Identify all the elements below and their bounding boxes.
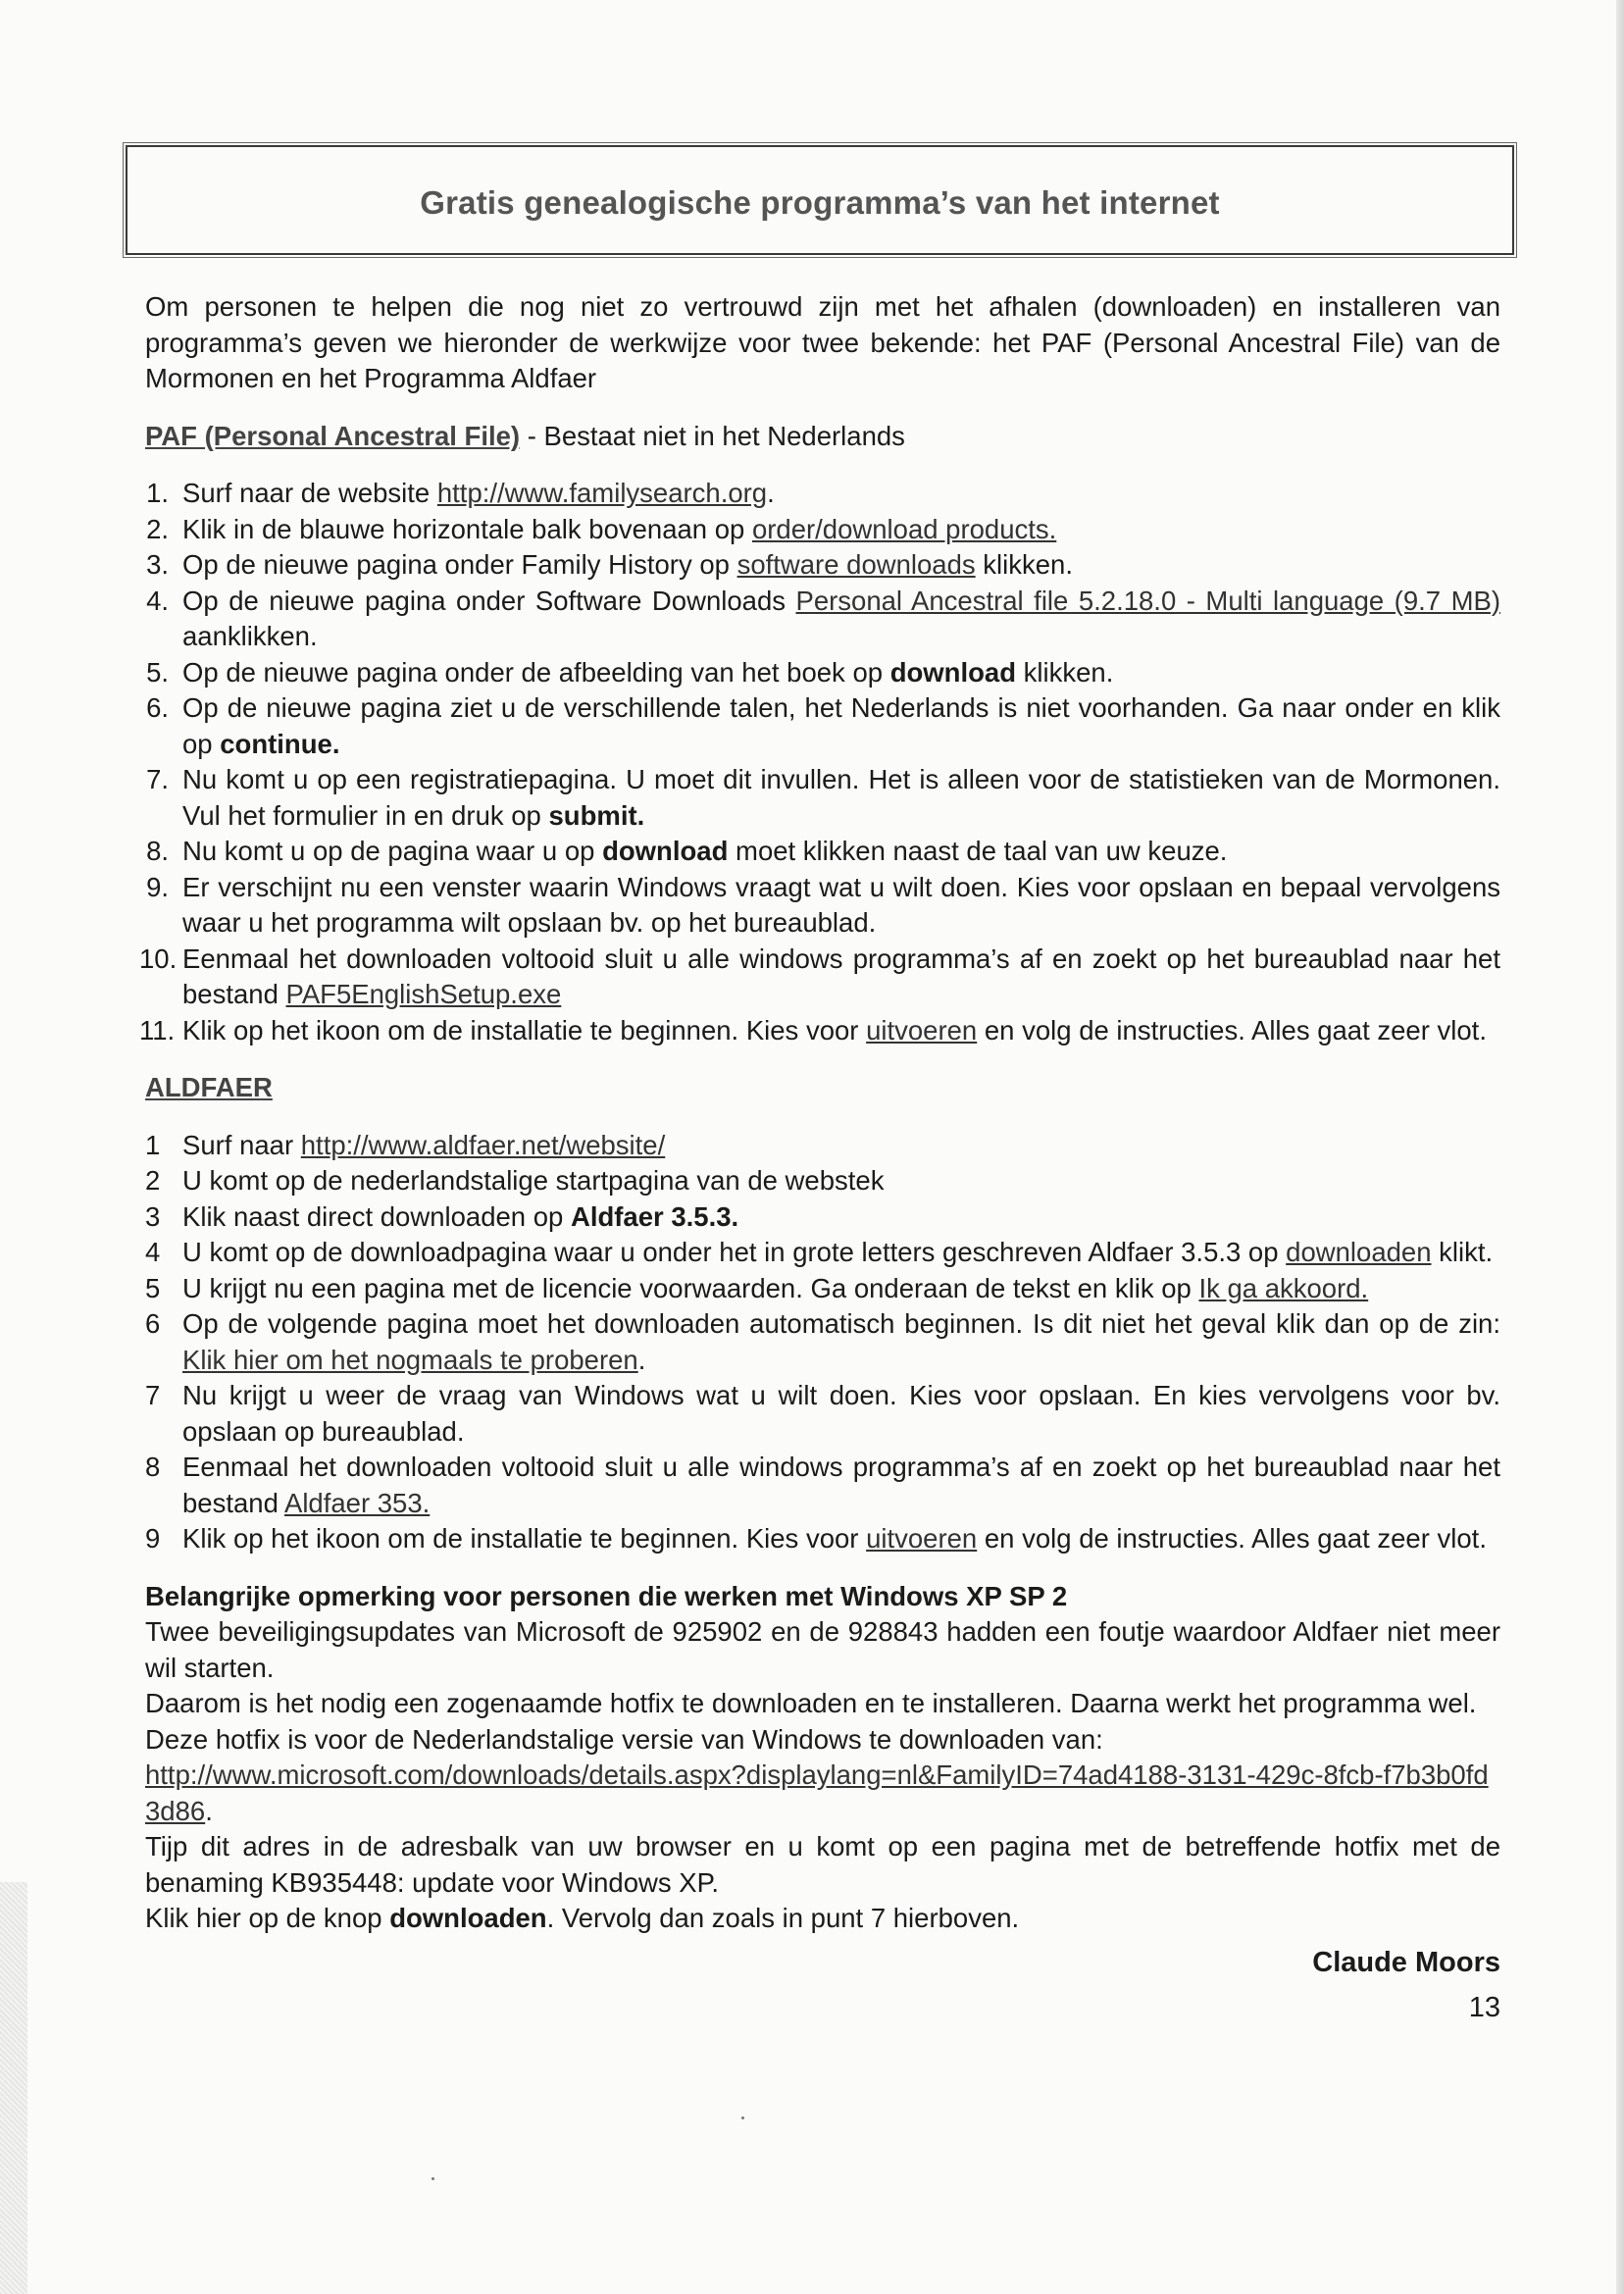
- note-paragraph-5: [145, 1901, 1500, 1937]
- step-number: 1.: [146, 478, 169, 508]
- step-text: U krijgt nu een pagina met de licencie voorwaarden. Ga onderaan de tekst en klik op: [182, 1272, 1199, 1303]
- step-text: Nu krijgt u weer de vraag van Windows wat u wilt doen. Kies voor opslaan. En kies vervolgens voor bv. opslaan op bureaublad.: [182, 1380, 1500, 1447]
- step-text: U komt op de downloadpagina waar u onder het in grote letters geschreven Aldfaer 3.5.3 op: [182, 1237, 1287, 1267]
- step-emphasis: Aldfaer 3.5.3.: [570, 1200, 739, 1232]
- step-text: en volg de instructies. Alles gaat zeer vlot.: [977, 1014, 1487, 1045]
- step-text: Op de nieuwe pagina onder de afbeelding van het boek op: [182, 656, 890, 688]
- note-p5-bold: downloaden: [389, 1903, 547, 1933]
- note-paragraph-4: Tijp dit adres in de adresbalk van uw browser en u komt op een pagina met de betreffende hotfix met de benaming KB935448: update voor Windows XP.: [145, 1831, 1500, 1898]
- step-text: .: [767, 478, 775, 508]
- paf-heading-line: [145, 419, 1500, 455]
- step-text: .: [637, 1344, 646, 1375]
- paf-step-4: [145, 584, 1500, 655]
- step-text: Surf naar de website: [182, 478, 437, 508]
- step-text: klikken.: [1016, 656, 1114, 688]
- page-edge-shadow: [1616, 0, 1624, 2294]
- step-text: Nu komt u op een registratiepagina. U moet dit invullen. Het is alleen voor de statistieken van de Mormonen. Vul het formulier in en druk op: [182, 764, 1500, 831]
- intro-paragraph: Om personen te helpen die nog niet zo vertrouwd zijn met het afhalen (downloaden) en installeren van programma’s geven we hieronder de werkwijze voor twee bekende: het PAF (Personal Ancestral File) van de Mormonen en het Programma Aldfaer: [145, 291, 1500, 393]
- step-emphasis: continue.: [220, 728, 340, 759]
- step-number: 5.: [146, 656, 169, 688]
- step-link[interactable]: Aldfaer 353.: [283, 1487, 431, 1518]
- paf-step-8: [145, 834, 1500, 870]
- aldfaer-step-9: [145, 1521, 1500, 1557]
- step-text: Er verschijnt nu een venster waarin Windows vraagt wat u wilt doen. Kies voor opslaan en bepaal vervolgens waar u het programma wilt opslaan bv. op het bureaublad.: [182, 871, 1500, 938]
- step-number: 9.: [146, 871, 169, 902]
- step-number: 10.: [139, 943, 178, 974]
- aldfaer-heading: ALDFAER: [145, 1072, 273, 1102]
- step-text: U komt op de nederlandstalige startpagina van de webstek: [182, 1165, 885, 1196]
- step-text: moet klikken naast de taal van uw keuze.: [728, 836, 1228, 866]
- page-title: Gratis genealogische programma’s van het internet: [420, 184, 1220, 221]
- step-link[interactable]: uitvoeren: [866, 1014, 978, 1045]
- step-text: en volg de instructies. Alles gaat zeer vlot.: [977, 1523, 1487, 1554]
- step-text: Op de nieuwe pagina onder Family History op: [182, 549, 737, 580]
- aldfaer-step-1: [145, 1128, 1500, 1164]
- step-link[interactable]: Klik hier om het nogmaals te proberen: [182, 1344, 638, 1375]
- paf-heading-note: - Bestaat niet in het Nederlands: [527, 420, 905, 451]
- step-link[interactable]: order/download products.: [751, 513, 1057, 544]
- paf-step-11: [139, 1013, 1500, 1049]
- paf-heading: PAF (Personal Ancestral File): [145, 420, 521, 451]
- step-number: 8.: [146, 836, 169, 866]
- step-text: Klik op het ikoon om de installatie te beginnen. Kies voor: [182, 1014, 867, 1045]
- step-text: Klik in de blauwe horizontale balk bovenaan op: [182, 513, 752, 544]
- note-p5-rest: . Vervolg dan zoals in punt 7 hierboven.: [546, 1903, 1020, 1933]
- aldfaer-step-2: [145, 1163, 1500, 1199]
- paf-step-7: [145, 762, 1500, 834]
- note-paragraph-2: Daarom is het nodig een zogenaamde hotfix te downloaden en te installeren. Daarna werkt het programma wel.: [145, 1688, 1477, 1718]
- step-text: Op de nieuwe pagina ziet u de verschillende talen, het Nederlands is niet voorhanden. Ga naar onder en klik op: [182, 692, 1500, 759]
- aldfaer-heading-line: [145, 1070, 1500, 1106]
- step-link[interactable]: Ik ga akkoord.: [1198, 1272, 1369, 1303]
- step-number: 6.: [146, 692, 169, 723]
- aldfaer-step-4: [145, 1235, 1500, 1271]
- step-link[interactable]: http://www.aldfaer.net/website/: [300, 1129, 666, 1160]
- step-text: klikken.: [975, 549, 1073, 580]
- step-number: 7.: [146, 764, 169, 794]
- hotfix-link[interactable]: http://www.microsoft.com/downloads/details.aspx?displaylang=nl&FamilyID=74ad4188-3131-429c-8fcb-f7b3b0fd3d86: [145, 1759, 1489, 1826]
- scan-shading: [0, 1882, 27, 2294]
- step-text: Op de volgende pagina moet het downloaden automatisch beginnen. Is dit niet het geval klik dan op de zin:: [182, 1308, 1500, 1339]
- step-number: 11.: [139, 1014, 176, 1045]
- step-link[interactable]: uitvoeren: [866, 1523, 978, 1554]
- step-text: Eenmaal het downloaden voltooid sluit u alle windows programma’s af en zoekt op het bureaublad naar het bestand: [182, 943, 1500, 1009]
- step-text: Klik naast direct downloaden op: [182, 1200, 571, 1232]
- title-box: [126, 145, 1514, 255]
- step-link[interactable]: PAF5EnglishSetup.exe: [285, 979, 562, 1009]
- aldfaer-step-7: [145, 1378, 1500, 1450]
- step-text: Surf naar: [182, 1129, 301, 1160]
- step-emphasis: download: [889, 656, 1017, 688]
- hotfix-url-line: [145, 1758, 1500, 1829]
- step-number: 4.: [146, 585, 169, 616]
- note-paragraph-3: Deze hotfix is voor de Nederlandstalige versie van Windows te downloaden van:: [145, 1723, 1103, 1755]
- scan-speck: [431, 2177, 434, 2180]
- step-link[interactable]: Personal Ancestral file 5.2.18.0 - Multi language (9.7 MB): [795, 585, 1500, 616]
- step-number: 8: [145, 1452, 161, 1482]
- aldfaer-step-3: [145, 1199, 1500, 1236]
- step-number: 5: [145, 1272, 161, 1303]
- scan-speck: [741, 2116, 744, 2119]
- step-number: 7: [145, 1380, 161, 1410]
- paf-step-10: [139, 942, 1500, 1013]
- aldfaer-step-8: [145, 1450, 1500, 1521]
- step-text: klikt.: [1431, 1237, 1494, 1267]
- paf-step-9: [145, 870, 1500, 942]
- aldfaer-steps-list: [145, 1128, 1500, 1557]
- hotfix-url-suffix: .: [205, 1795, 213, 1826]
- author-signature: Claude Moors: [1312, 1946, 1500, 1978]
- note-p5-text: Klik hier op de knop: [145, 1903, 390, 1933]
- paf-step-6: [145, 690, 1500, 762]
- page-number: 13: [1468, 1992, 1500, 2023]
- aldfaer-step-6: [145, 1306, 1500, 1378]
- step-text: Klik op het ikoon om de installatie te beginnen. Kies voor: [182, 1523, 867, 1554]
- step-number: 1: [145, 1129, 161, 1160]
- paf-steps-list: [139, 476, 1500, 1048]
- step-number: 9: [145, 1523, 161, 1554]
- step-text: Op de nieuwe pagina onder Software Downloads: [182, 585, 796, 616]
- paf-step-3: [145, 547, 1500, 584]
- step-link[interactable]: software downloads: [736, 549, 976, 580]
- aldfaer-step-5: [145, 1271, 1500, 1307]
- paf-step-5: [145, 655, 1500, 691]
- step-link[interactable]: downloaden: [1286, 1237, 1432, 1267]
- step-number: 3.: [146, 549, 169, 580]
- step-emphasis: download: [602, 836, 729, 866]
- step-emphasis: submit.: [548, 799, 645, 831]
- step-number: 2: [145, 1165, 161, 1196]
- paf-step-2: [145, 512, 1500, 548]
- step-text: Eenmaal het downloaden voltooid sluit u alle windows programma’s af en zoekt op het bureaublad naar het bestand: [182, 1452, 1500, 1518]
- step-number: 4: [145, 1237, 161, 1267]
- step-text: aanklikken.: [182, 621, 318, 651]
- step-link[interactable]: http://www.familysearch.org: [436, 478, 768, 508]
- step-number: 3: [145, 1200, 161, 1232]
- note-heading: Belangrijke opmerking voor personen die werken met Windows XP SP 2: [145, 1580, 1068, 1611]
- step-number: 2.: [146, 513, 169, 544]
- article-body: [139, 289, 1500, 2026]
- step-text: Nu komt u op de pagina waar u op: [182, 836, 603, 866]
- step-number: 6: [145, 1308, 161, 1339]
- note-paragraph-1: Twee beveiligingsupdates van Microsoft de 925902 en de 928843 hadden een foutje waardoor Aldfaer niet meer wil starten.: [145, 1616, 1500, 1683]
- paf-step-1: [145, 476, 1500, 512]
